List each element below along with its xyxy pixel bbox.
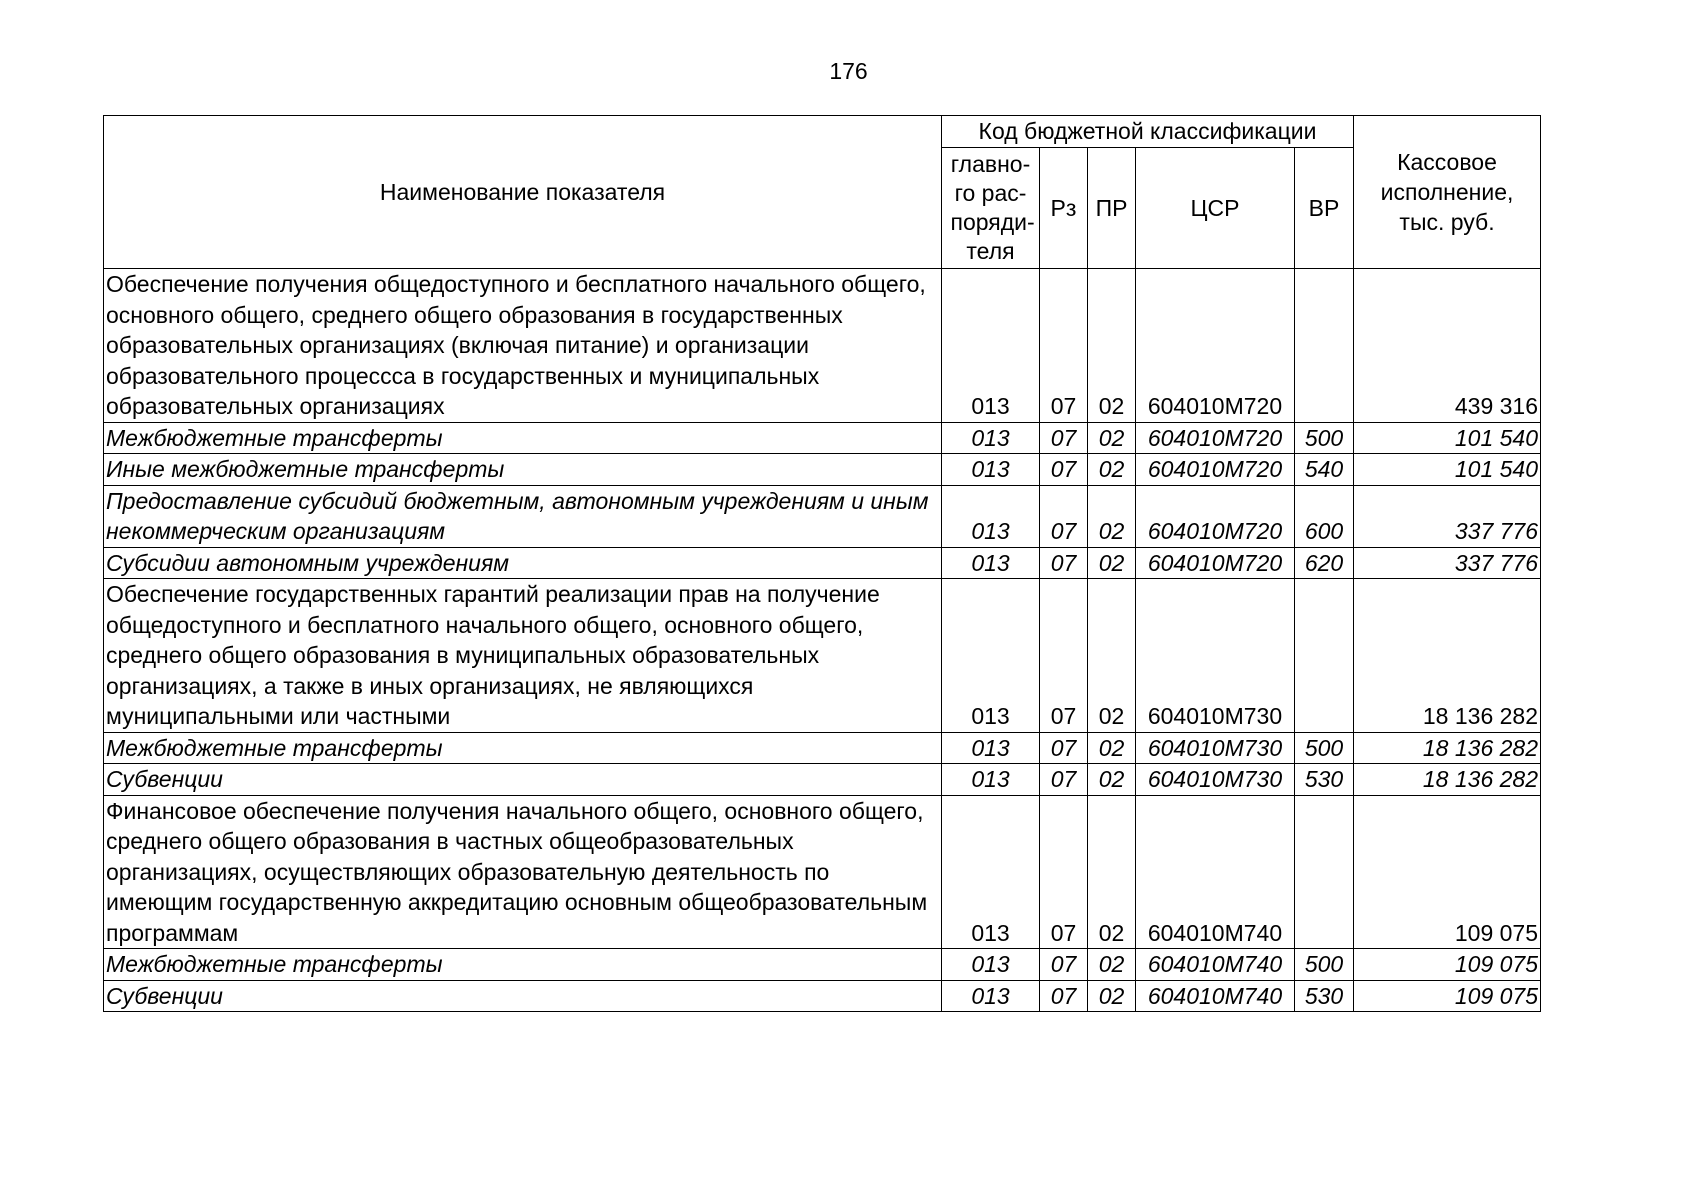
row-vr: 500 — [1295, 949, 1354, 981]
row-name: Обеспечение государственных гарантий реализации прав на получение общедоступного и бесплатного начального общего, основного общего, среднего общего образования в муниципальных образовательных организациях, а также в иных организациях, не являющихся муниципальными или частными — [104, 579, 942, 733]
table-row — [104, 422, 1541, 454]
row-amount: 109 075 — [1354, 949, 1541, 981]
row-pr: 02 — [1088, 269, 1136, 423]
row-vr: 540 — [1295, 454, 1354, 486]
header-amount-text: Кассовое исполнение, тыс. руб. — [1380, 149, 1514, 235]
row-rz: 07 — [1040, 732, 1088, 764]
row-pr: 02 — [1088, 980, 1136, 1012]
row-amount: 101 540 — [1354, 454, 1541, 486]
row-rz: 07 — [1040, 422, 1088, 454]
row-csr: 604010М730 — [1136, 764, 1295, 796]
row-vr — [1295, 269, 1354, 423]
row-grbs: 013 — [942, 547, 1040, 579]
header-grbs-text: главно-го рас-поряди-теля — [950, 151, 1035, 264]
row-csr: 604010М730 — [1136, 579, 1295, 733]
row-amount: 18 136 282 — [1354, 764, 1541, 796]
row-csr: 604010М720 — [1136, 454, 1295, 486]
row-name: Межбюджетные трансферты — [104, 422, 942, 454]
row-rz: 07 — [1040, 579, 1088, 733]
row-amount: 337 776 — [1354, 547, 1541, 579]
page-number: 176 — [829, 58, 868, 84]
row-rz: 07 — [1040, 795, 1088, 949]
header-amount — [1354, 116, 1541, 269]
row-name: Финансовое обеспечение получения начального общего, основного общего, среднего общего образования в частных общеобразовательных организациях, осуществляющих образовательную деятельность по имеющим государственную аккредитацию основным общеобразовательным программам — [104, 795, 942, 949]
row-pr: 02 — [1088, 547, 1136, 579]
row-csr: 604010М720 — [1136, 422, 1295, 454]
row-grbs: 013 — [942, 795, 1040, 949]
row-rz: 07 — [1040, 547, 1088, 579]
row-grbs: 013 — [942, 422, 1040, 454]
row-csr: 604010М720 — [1136, 485, 1295, 547]
row-name: Субвенции — [104, 764, 942, 796]
row-pr: 02 — [1088, 732, 1136, 764]
row-name: Предоставление субсидий бюджетным, автономным учреждениям и иным некоммерческим организациям — [104, 485, 942, 547]
row-name: Субсидии автономным учреждениям — [104, 547, 942, 579]
row-vr — [1295, 795, 1354, 949]
row-amount: 337 776 — [1354, 485, 1541, 547]
table-row — [104, 949, 1541, 981]
row-pr: 02 — [1088, 485, 1136, 547]
header-rz: Рз — [1040, 148, 1088, 269]
row-vr: 600 — [1295, 485, 1354, 547]
row-rz: 07 — [1040, 269, 1088, 423]
table-row — [104, 269, 1541, 423]
table-row — [104, 980, 1541, 1012]
header-name: Наименование показателя — [104, 116, 942, 269]
row-rz: 07 — [1040, 454, 1088, 486]
row-csr: 604010М740 — [1136, 795, 1295, 949]
row-vr: 530 — [1295, 764, 1354, 796]
row-amount: 101 540 — [1354, 422, 1541, 454]
row-vr: 500 — [1295, 732, 1354, 764]
header-grbs — [942, 148, 1040, 269]
row-amount: 18 136 282 — [1354, 732, 1541, 764]
row-pr: 02 — [1088, 949, 1136, 981]
row-csr: 604010М720 — [1136, 547, 1295, 579]
row-rz: 07 — [1040, 949, 1088, 981]
row-amount: 109 075 — [1354, 795, 1541, 949]
row-pr: 02 — [1088, 764, 1136, 796]
row-amount: 109 075 — [1354, 980, 1541, 1012]
row-csr: 604010М740 — [1136, 949, 1295, 981]
row-name: Иные межбюджетные трансферты — [104, 454, 942, 486]
row-pr: 02 — [1088, 422, 1136, 454]
header-code-group: Код бюджетной классификации — [942, 116, 1354, 148]
row-csr: 604010М720 — [1136, 269, 1295, 423]
table-row — [104, 795, 1541, 949]
row-name: Межбюджетные трансферты — [104, 949, 942, 981]
row-grbs: 013 — [942, 764, 1040, 796]
row-vr: 530 — [1295, 980, 1354, 1012]
table-row — [104, 454, 1541, 486]
row-grbs: 013 — [942, 454, 1040, 486]
table-row — [104, 485, 1541, 547]
table-row — [104, 547, 1541, 579]
header-vr: ВР — [1295, 148, 1354, 269]
row-grbs: 013 — [942, 949, 1040, 981]
header-pr: ПР — [1088, 148, 1136, 269]
row-grbs: 013 — [942, 732, 1040, 764]
row-grbs: 013 — [942, 579, 1040, 733]
row-rz: 07 — [1040, 485, 1088, 547]
row-grbs: 013 — [942, 485, 1040, 547]
row-amount: 439 316 — [1354, 269, 1541, 423]
row-grbs: 013 — [942, 269, 1040, 423]
row-csr: 604010М730 — [1136, 732, 1295, 764]
row-name: Обеспечение получения общедоступного и бесплатного начального общего, основного общего, среднего общего образования в государственных образовательных организациях (включая питание) и организации образовательного процессса в государственных и муниципальных образовательных организациях — [104, 269, 942, 423]
row-vr: 500 — [1295, 422, 1354, 454]
row-name: Межбюджетные трансферты — [104, 732, 942, 764]
row-pr: 02 — [1088, 454, 1136, 486]
row-csr: 604010М740 — [1136, 980, 1295, 1012]
table-row — [104, 764, 1541, 796]
row-pr: 02 — [1088, 795, 1136, 949]
header-csr: ЦСР — [1136, 148, 1295, 269]
budget-table — [103, 115, 1541, 1012]
row-vr — [1295, 579, 1354, 733]
row-pr: 02 — [1088, 579, 1136, 733]
table-row — [104, 732, 1541, 764]
row-name: Субвенции — [104, 980, 942, 1012]
row-amount: 18 136 282 — [1354, 579, 1541, 733]
row-rz: 07 — [1040, 764, 1088, 796]
row-rz: 07 — [1040, 980, 1088, 1012]
row-vr: 620 — [1295, 547, 1354, 579]
table-row — [104, 579, 1541, 733]
row-grbs: 013 — [942, 980, 1040, 1012]
